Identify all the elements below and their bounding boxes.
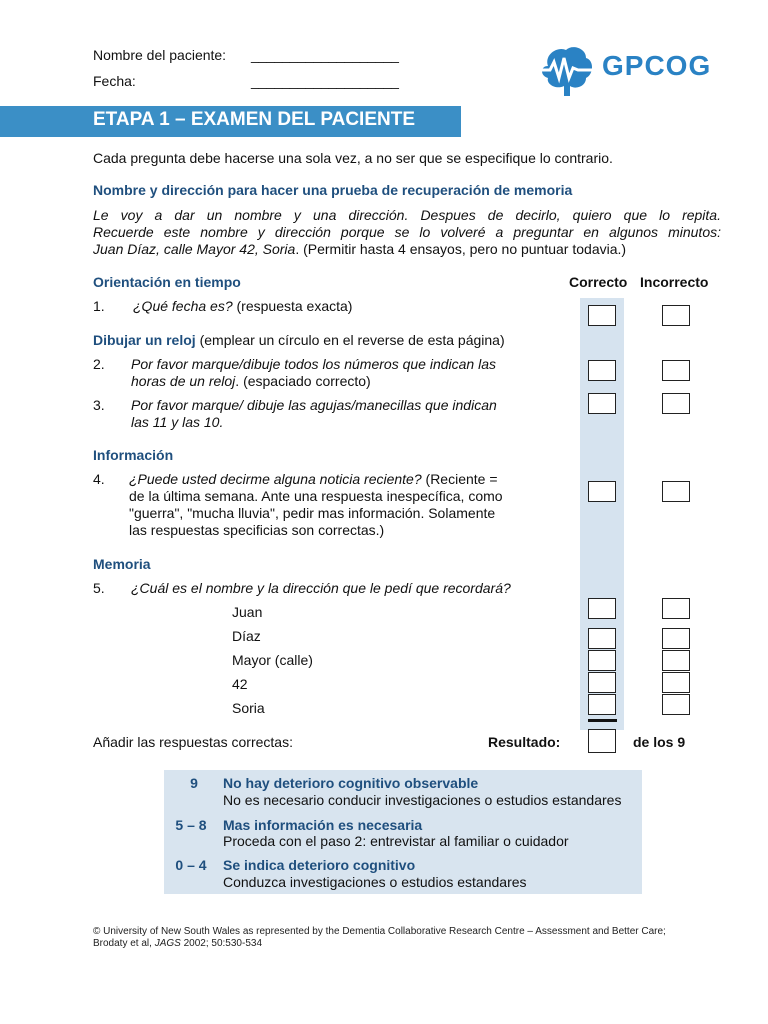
- memory-diaz-incorrect-checkbox[interactable]: [662, 628, 690, 649]
- date-field[interactable]: ___________________: [251, 73, 399, 89]
- correct-column-header: Correcto: [569, 274, 628, 290]
- q4-line2: de la última semana. Ante una respuesta inespecífica, como: [129, 488, 503, 504]
- memory-item-42: 42: [232, 676, 248, 692]
- clock-heading-row: [93, 332, 505, 348]
- memory-address: Juan Díaz, calle Mayor 42, Soria: [93, 241, 296, 257]
- q1-number: 1.: [93, 298, 105, 314]
- scale-desc-5-8: Proceda con el paso 2: entrevistar al familiar o cuidador: [223, 833, 569, 849]
- memory-item-juan: Juan: [232, 604, 263, 620]
- q2-line1: Por favor marque/dibuje todos los números que indican las: [131, 356, 496, 372]
- score-of-label: de los 9: [633, 734, 686, 750]
- footer-line2: [93, 938, 666, 950]
- incorrect-column-header: Incorrecto: [640, 274, 709, 290]
- memory-item-soria: Soria: [232, 700, 265, 716]
- memory-42-correct-checkbox[interactable]: [588, 672, 616, 693]
- q1-text: [133, 298, 352, 314]
- q4-note: (Reciente =: [421, 471, 498, 487]
- q1-incorrect-checkbox[interactable]: [662, 305, 690, 326]
- footer-citation-authors: Brodaty et al,: [93, 938, 155, 949]
- q2-line2: [131, 373, 371, 389]
- memory-instruction-line3: [93, 241, 626, 257]
- memory-item-diaz: Díaz: [232, 628, 261, 644]
- q4-line3: "guerra", "mucha lluvia", pedir mas información. Solamente: [129, 505, 496, 521]
- scale-range-5-8: 5 – 8: [175, 817, 207, 833]
- memory-42-incorrect-checkbox[interactable]: [662, 672, 690, 693]
- memory-juan-incorrect-checkbox[interactable]: [662, 598, 690, 619]
- gpcog-logo-text: GPCOG: [602, 50, 712, 81]
- clock-note: (emplear un círculo en el reverse de esta página): [195, 332, 505, 348]
- q4-line1: [129, 471, 498, 487]
- add-answers-label: Añadir las respuestas correctas:: [93, 734, 293, 750]
- q4-correct-checkbox[interactable]: [588, 481, 616, 502]
- scale-desc-9: No es necesario conducir investigaciones o estudios estandares: [223, 792, 622, 808]
- information-heading: Información: [93, 447, 174, 463]
- memory-instruction-line2: Recuerde este nombre y dirección porque se lo volveré a preguntar en algunos minutos:: [93, 224, 721, 240]
- memory-test-heading: Nombre y dirección para hacer una prueba de recuperación de memoria: [93, 182, 573, 198]
- footer-journal: JAGS: [154, 938, 181, 949]
- copyright-footer: [93, 926, 666, 950]
- memory-soria-correct-checkbox[interactable]: [588, 694, 616, 715]
- q2-line2-note: . (espaciado correcto): [235, 373, 371, 389]
- q3-line2: las 11 y las 10.: [131, 414, 224, 430]
- stage-title: ETAPA 1 – EXAMEN DEL PACIENTE: [93, 109, 415, 130]
- q5-number: 5.: [93, 580, 105, 596]
- footer-line1: © University of New South Wales as represented by the Dementia Collaborative Research Centre – Assessment and Better Care;: [93, 926, 666, 937]
- scale-range-9: 9: [190, 775, 198, 791]
- score-input-box[interactable]: [588, 729, 616, 753]
- date-label: Fecha:: [93, 73, 136, 89]
- q3-correct-checkbox[interactable]: [588, 393, 616, 414]
- q4-number: 4.: [93, 471, 105, 487]
- scale-desc-0-4: Conduzca investigaciones o estudios estandares: [223, 874, 527, 890]
- q1-note: (respuesta exacta): [232, 298, 353, 314]
- memory-mayor-incorrect-checkbox[interactable]: [662, 650, 690, 671]
- intro-text: Cada pregunta debe hacerse una sola vez, a no ser que se especifique lo contrario.: [93, 150, 613, 166]
- memory-soria-incorrect-checkbox[interactable]: [662, 694, 690, 715]
- q3-number: 3.: [93, 397, 105, 413]
- q2-correct-checkbox[interactable]: [588, 360, 616, 381]
- memory-mayor-correct-checkbox[interactable]: [588, 650, 616, 671]
- q2-line2-question: horas de un reloj: [131, 373, 236, 389]
- q2-number: 2.: [93, 356, 105, 372]
- orientation-heading: Orientación en tiempo: [93, 274, 241, 290]
- q3-incorrect-checkbox[interactable]: [662, 393, 690, 414]
- memory-juan-correct-checkbox[interactable]: [588, 598, 616, 619]
- q2-incorrect-checkbox[interactable]: [662, 360, 690, 381]
- total-separator-line: [588, 719, 617, 722]
- scoring-scale-panel: [164, 770, 642, 894]
- scale-title-9: No hay deterioro cognitivo observable: [223, 775, 479, 791]
- stage-banner: [83, 106, 461, 137]
- patient-name-field[interactable]: ___________________: [251, 47, 399, 63]
- q3-line1: Por favor marque/ dibuje las agujas/manecillas que indican: [131, 397, 497, 413]
- memory-item-mayor: Mayor (calle): [232, 652, 313, 668]
- banner-stripe: [0, 106, 83, 137]
- q4-question: ¿Puede usted decirme alguna noticia reciente?: [129, 471, 422, 487]
- q4-incorrect-checkbox[interactable]: [662, 481, 690, 502]
- footer-citation-ref: 2002; 50:530-534: [180, 938, 263, 949]
- memory-instruction-line1: Le voy a dar un nombre y una dirección. Despues de decirlo, quiero que lo repita.: [93, 207, 721, 223]
- scale-range-0-4: 0 – 4: [175, 857, 207, 873]
- scale-title-0-4: Se indica deterioro cognitivo: [223, 857, 416, 873]
- q1-correct-checkbox[interactable]: [588, 305, 616, 326]
- q5-question: ¿Cuál es el nombre y la dirección que le pedí que recordará?: [131, 580, 511, 596]
- scale-title-5-8: Mas información es necesaria: [223, 817, 423, 833]
- q1-question: ¿Qué fecha es?: [133, 298, 233, 314]
- clock-heading: Dibujar un reloj: [93, 332, 196, 348]
- score-label: Resultado:: [488, 734, 561, 750]
- patient-name-label: Nombre del paciente:: [93, 47, 227, 63]
- q4-line4: las respuestas specificias son correctas.): [129, 522, 385, 538]
- memory-diaz-correct-checkbox[interactable]: [588, 628, 616, 649]
- memory-trials-note: . (Permitir hasta 4 ensayos, pero no puntuar todavia.): [295, 241, 627, 257]
- memory-heading: Memoria: [93, 556, 151, 572]
- brain-logo-icon: [536, 44, 596, 100]
